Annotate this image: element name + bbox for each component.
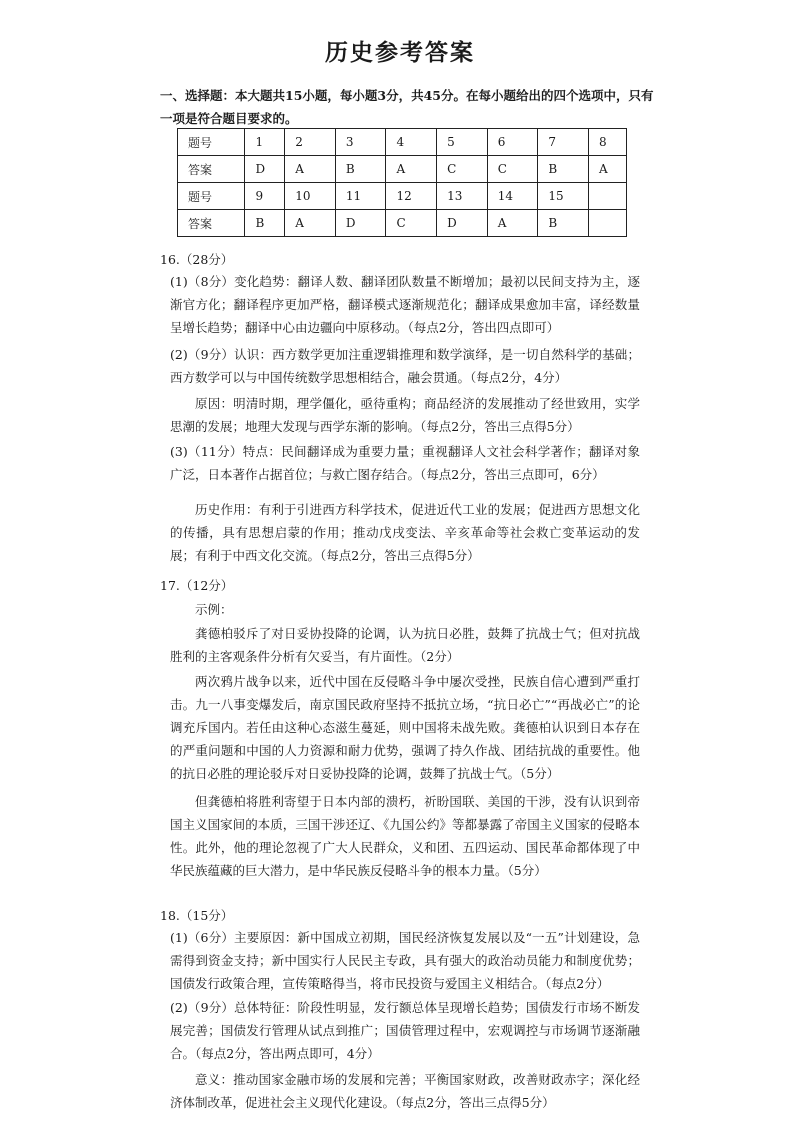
answer-table-row <box>178 210 627 237</box>
answer-table-cell: 10 <box>285 183 336 210</box>
answer-table-cell: C <box>386 210 437 237</box>
q18-part1: (1)（6分）主要原因：新中国成立初期，国民经济恢复发展以及“一五”计划建设，急需得到资金支持；新中国实行人民民主专政，具有强大的政治动员能力和制度优势；国债发行政策合理，宣传策略得当，将市民投资与爱国主义相结合。（每点2分） <box>170 930 640 991</box>
answer-table-cell: 5 <box>437 129 488 156</box>
answer-table-cell: A <box>285 156 336 183</box>
answer-table-cell <box>589 210 627 237</box>
answer-table-cell: 15 <box>538 183 589 210</box>
answer-table-cell: B <box>335 156 386 183</box>
answer-table-row-header: 答案 <box>178 210 245 237</box>
answer-table-row <box>178 183 627 210</box>
answer-table-row-header: 答案 <box>178 156 245 183</box>
answer-table-cell: A <box>386 156 437 183</box>
answer-table-row <box>178 129 627 156</box>
q17-heading: 17.（12分） <box>160 578 234 593</box>
answer-table-cell: 6 <box>487 129 538 156</box>
answer-table-cell: 8 <box>589 129 627 156</box>
answer-table-cell: C <box>437 156 488 183</box>
answer-table-row-header: 题号 <box>178 183 245 210</box>
answer-table-row <box>178 156 627 183</box>
q16-heading: 16.（28分） <box>160 252 234 267</box>
answer-table-cell: A <box>285 210 336 237</box>
answer-table-cell: B <box>538 210 589 237</box>
q16-part3: (3)（11分）特点：民间翻译成为重要力量；重视翻译人文社会科学著作；翻译对象广泛，日本著作占据首位；与救亡图存结合。（每点2分，答出三点即可，6分） <box>170 444 640 482</box>
q18-part2: (2)（9分）总体特征：阶段性明显，发行额总体呈现增长趋势；国债发行市场不断发展完善；国债发行管理从试点到推广；国债管理过程中，宏观调控与市场调节逐渐融合。（每点2分，答出两点即可，4分） <box>170 1000 640 1061</box>
answer-table-cell: C <box>487 156 538 183</box>
answer-table-cell: 1 <box>245 129 285 156</box>
q16-part2-reasons: 原因：明清时期，理学僵化，亟待重构；商品经济的发展推动了经世致用，实学思潮的发展；地理大发现与西学东渐的影响。（每点2分，答出三点得5分） <box>170 396 640 434</box>
answer-table-cell: 3 <box>335 129 386 156</box>
section-one-instructions: 一、选择题：本大题共15小题，每小题3分，共45分。在每小题给出的四个选项中，只有一项是符合题目要求的。 <box>160 88 654 126</box>
q17-para1: 龚德柏驳斥了对日妥协投降的论调，认为抗日必胜，鼓舞了抗战士气；但对抗战胜利的主客观条件分析有欠妥当，有片面性。（2分） <box>170 626 640 664</box>
q17-para2: 两次鸦片战争以来，近代中国在反侵略斗争中屡次受挫，民族自信心遭到严重打击。九一八事变爆发后，南京国民政府坚持不抵抗立场，“抗日必亡”“再战必亡”的论调充斥国内。若任由这种心态滋生蔓延，则中国将未战先败。龚德柏认识到日本存在的严重问题和中国的人力资源和耐力优势，强调了持久作战、团结抗战的重要性。他的抗日必胜的理论驳斥对日妥协投降的论调，鼓舞了抗战士气。（5分） <box>170 674 640 781</box>
answer-table-cell: 14 <box>487 183 538 210</box>
q18-heading: 18.（15分） <box>160 908 234 923</box>
answer-table-cell: 2 <box>285 129 336 156</box>
answer-table-cell: 11 <box>335 183 386 210</box>
answer-table-cell: B <box>538 156 589 183</box>
answer-table-cell: D <box>335 210 386 237</box>
answer-table-row-header: 题号 <box>178 129 245 156</box>
answer-table-cell: 13 <box>437 183 488 210</box>
answer-table-cell: A <box>589 156 627 183</box>
answer-table-cell: D <box>245 156 285 183</box>
answer-table-cell: A <box>487 210 538 237</box>
page-title: 历史参考答案 <box>325 39 475 66</box>
q16-part1: (1)（8分）变化趋势：翻译人数、翻译团队数量不断增加；最初以民间支持为主，逐渐官方化；翻译程序更加严格，翻译模式逐渐规范化；翻译成果愈加丰富，译经数量呈增长趋势；翻译中心由边疆向中原移动。（每点2分，答出四点即可） <box>170 274 640 335</box>
answer-table-cell: 4 <box>386 129 437 156</box>
answer-table-cell: 9 <box>245 183 285 210</box>
answer-table-cell <box>589 183 627 210</box>
answer-table-cell: B <box>245 210 285 237</box>
q17-example-label: 示例： <box>195 602 233 617</box>
q18-significance: 意义：推动国家金融市场的发展和完善；平衡国家财政，改善财政赤字；深化经济体制改革，促进社会主义现代化建设。（每点2分，答出三点得5分） <box>170 1072 640 1110</box>
answer-table-cell: 12 <box>386 183 437 210</box>
q16-part3-effects: 历史作用：有利于引进西方科学技术，促进近代工业的发展；促进西方思想文化的传播，具有思想启蒙的作用；推动戊戌变法、辛亥革命等社会救亡变革运动的发展；有利于中西文化交流。（每点2分，答出三点得5分） <box>170 502 640 563</box>
q16-part2: (2)（9分）认识：西方数学更加注重逻辑推理和数学演绎，是一切自然科学的基础；西方数学可以与中国传统数学思想相结合，融会贯通。（每点2分，4分） <box>170 347 640 385</box>
answer-table-cell: D <box>437 210 488 237</box>
answer-table <box>177 128 627 237</box>
q17-para3: 但龚德柏将胜利寄望于日本内部的溃朽，祈盼国联、美国的干涉，没有认识到帝国主义国家间的本质，三国干涉还辽、《九国公约》等都暴露了帝国主义国家的侵略本性。此外，他的理论忽视了广大人民群众，义和团、五四运动、国民革命都体现了中华民族蕴藏的巨大潜力，是中华民族反侵略斗争的根本力量。（5分） <box>170 794 640 878</box>
answer-table-cell: 7 <box>538 129 589 156</box>
